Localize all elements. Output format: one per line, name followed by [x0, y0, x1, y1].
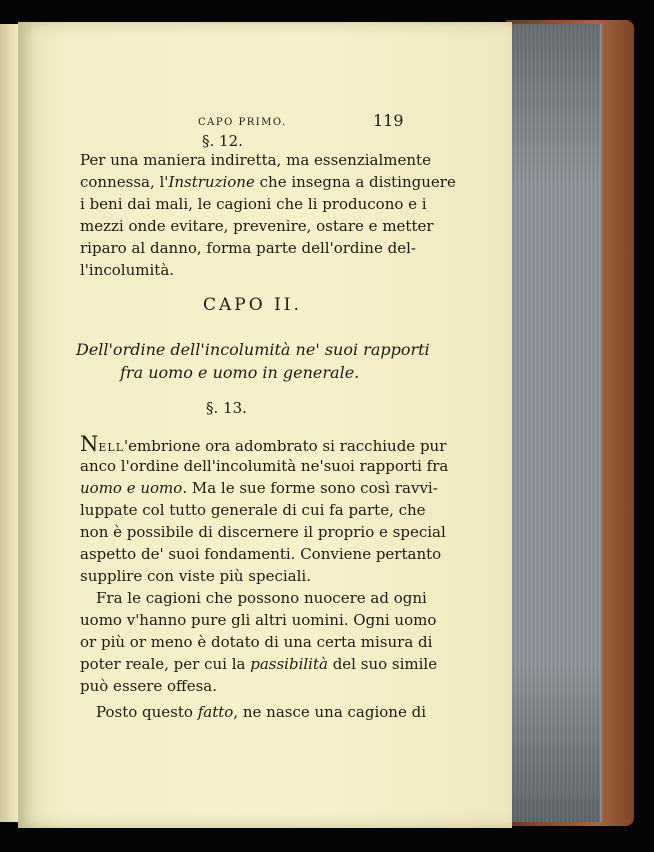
page-edges-shade	[510, 24, 600, 822]
para-13-line-2: anco l'ordine dell'incolumità ne'suoi rapporti fra	[80, 457, 449, 475]
para-13-line-1: NELL'embrione ora adombrato si racchiude pur	[80, 432, 447, 456]
para-12-line-4: mezzi onde evitare, prevenire, ostare e metter	[80, 217, 434, 235]
para-14-line-2: uomo v'hanno pure gli altri uomini. Ogni uomo	[80, 611, 437, 629]
chapter-title: CAPO II.	[203, 295, 302, 315]
para-12-line-5: riparo al danno, forma parte dell'ordine del-	[80, 239, 416, 257]
para-12-line-2: connessa, l'Instruzione che insegna a distinguere	[80, 173, 456, 191]
para-13-line-7: supplire con viste più speciali.	[80, 567, 311, 585]
running-head: CAPO PRIMO.	[198, 117, 287, 128]
section-12-heading: §. 12.	[202, 132, 243, 150]
para-14-line-5: può essere offesa.	[80, 677, 217, 695]
para-12-line-1: Per una maniera indiretta, ma essenzialmente	[80, 151, 431, 169]
book-page	[18, 22, 512, 828]
para-12-line-3: i beni dai mali, le cagioni che li producono e i	[80, 195, 427, 213]
para-14-line-4: poter reale, per cui la passibilità del suo simile	[80, 655, 438, 673]
page-number: 119	[373, 111, 404, 130]
para-13-line-5: non è possibile di discernere il proprio e special	[80, 523, 446, 541]
para-12-line-6: l'incolumità.	[80, 261, 175, 279]
para-15-line-1: Posto questo fatto, ne nasce una cagione di	[96, 703, 427, 721]
chapter-subtitle-line-1: Dell'ordine dell'incolumità ne' suoi rapporti	[76, 340, 430, 359]
left-page-edge	[0, 24, 18, 822]
section-13-heading: §. 13.	[206, 399, 247, 417]
para-13-line-4: luppate col tutto generale di cui fa parte, che	[80, 501, 426, 519]
para-14-line-1: Fra le cagioni che possono nuocere ad ogni	[96, 589, 427, 607]
para-14-line-3: or più or meno è dotato di una certa misura di	[80, 633, 433, 651]
chapter-subtitle-line-2: fra uomo e uomo in generale.	[120, 363, 360, 382]
para-13-line-6: aspetto de' suoi fondamenti. Conviene pertanto	[80, 545, 442, 563]
para-13-line-3: uomo e uomo. Ma le sue forme sono così ravvi-	[80, 479, 438, 497]
